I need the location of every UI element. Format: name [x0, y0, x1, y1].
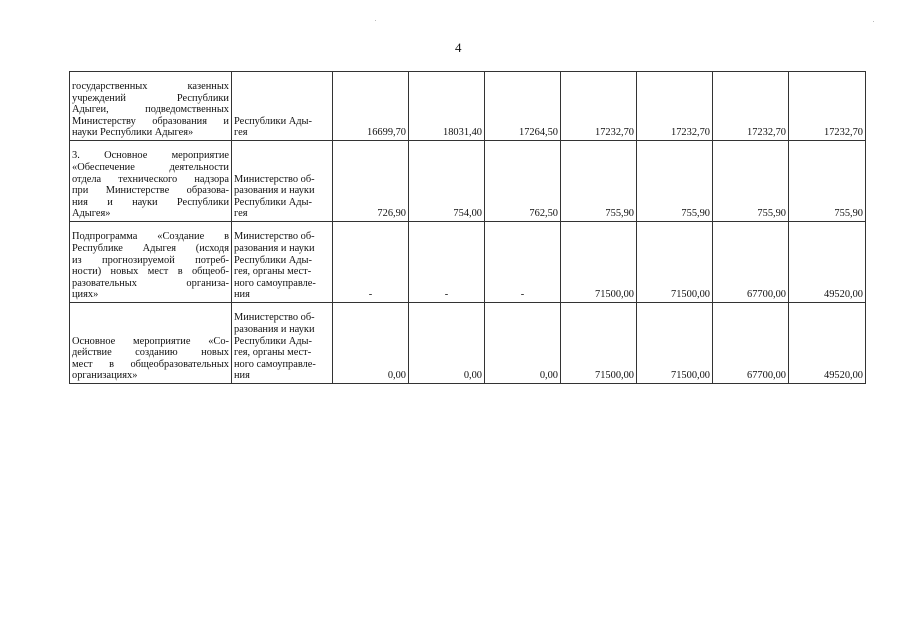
executor-line: разования и науки — [234, 185, 315, 197]
description-line: 3. Основное мероприятие — [72, 150, 229, 162]
value-cell: 71500,00 — [637, 222, 713, 303]
table-row — [70, 303, 866, 384]
executor-line: разования и науки — [234, 243, 315, 255]
value-cell: 71500,00 — [637, 303, 713, 384]
scan-speck — [375, 20, 376, 21]
executor-line: гея — [234, 208, 248, 220]
executor-line: Республики Ады- — [234, 254, 312, 266]
value-cell: - — [409, 222, 485, 303]
scan-speck — [873, 21, 874, 22]
executor-line: разования и науки — [234, 324, 315, 336]
value-cell: 755,90 — [789, 141, 866, 222]
description-line: ности) новых мест в общеоб- — [72, 266, 229, 278]
value-cell: 49520,00 — [789, 222, 866, 303]
value-cell: 762,50 — [485, 141, 561, 222]
table-row — [70, 222, 866, 303]
description-line: мест в общеобразовательных — [72, 358, 229, 370]
value-cell: 0,00 — [485, 303, 561, 384]
description-line: ния и науки Республики — [72, 196, 229, 208]
executor-line: ния — [234, 370, 250, 382]
value-cell: - — [333, 222, 409, 303]
value-cell: 754,00 — [409, 141, 485, 222]
description-line: организациях» — [72, 370, 138, 382]
description-line: Адыгеи, подведомственных — [72, 104, 229, 116]
executor-line: Министерство об- — [234, 231, 315, 243]
executor-line: гея, органы мест- — [234, 347, 312, 359]
value-cell: 67700,00 — [713, 222, 789, 303]
executor-line: Республики Ады- — [234, 115, 312, 127]
page-number: 4 — [455, 40, 462, 55]
row-description — [70, 303, 232, 384]
value-cell: 16699,70 — [333, 72, 409, 141]
description-line: Республике Адыгея (исходя — [72, 243, 229, 255]
value-cell: 0,00 — [409, 303, 485, 384]
executor-line: ния — [234, 289, 250, 301]
row-executor — [232, 303, 333, 384]
description-line: Подпрограмма «Создание в — [72, 231, 229, 243]
executor-line: ного самоуправле- — [234, 358, 316, 370]
executor-line: ного самоуправле- — [234, 277, 316, 289]
value-cell: 17232,70 — [637, 72, 713, 141]
value-cell: 755,90 — [637, 141, 713, 222]
executor-line: гея, органы мест- — [234, 266, 312, 278]
executor-line: гея — [234, 127, 248, 139]
table-body — [70, 72, 866, 384]
description-line: при Министерстве образова- — [72, 185, 229, 197]
value-cell: - — [485, 222, 561, 303]
value-cell: 71500,00 — [561, 222, 637, 303]
description-line: Основное мероприятие «Со- — [72, 335, 229, 347]
description-line: действие созданию новых — [72, 347, 229, 359]
executor-line: Министерство об- — [234, 312, 315, 324]
description-line: Министерству образования и — [72, 115, 229, 127]
row-executor — [232, 141, 333, 222]
budget-table — [69, 71, 866, 384]
row-executor — [232, 72, 333, 141]
description-line: учреждений Республики — [72, 92, 229, 104]
description-line: из прогнозируемой потреб- — [72, 254, 229, 266]
description-line: Адыгея» — [72, 208, 111, 220]
value-cell: 17232,70 — [561, 72, 637, 141]
executor-line: Республики Ады- — [234, 335, 312, 347]
value-cell: 17232,70 — [789, 72, 866, 141]
executor-line: Министерство об- — [234, 173, 315, 185]
row-executor — [232, 222, 333, 303]
value-cell: 755,90 — [561, 141, 637, 222]
value-cell: 726,90 — [333, 141, 409, 222]
description-line: государственных казенных — [72, 81, 229, 93]
value-cell: 49520,00 — [789, 303, 866, 384]
table-row — [70, 141, 866, 222]
description-line: «Обеспечение деятельности — [72, 162, 229, 174]
value-cell: 67700,00 — [713, 303, 789, 384]
description-line: разовательных организа- — [72, 277, 229, 289]
row-description — [70, 72, 232, 141]
value-cell: 71500,00 — [561, 303, 637, 384]
description-line: отдела технического надзора — [72, 173, 229, 185]
description-line: циях» — [72, 289, 99, 301]
value-cell: 0,00 — [333, 303, 409, 384]
value-cell: 755,90 — [713, 141, 789, 222]
value-cell: 17232,70 — [713, 72, 789, 141]
table-row — [70, 72, 866, 141]
value-cell: 17264,50 — [485, 72, 561, 141]
value-cell: 18031,40 — [409, 72, 485, 141]
row-description — [70, 222, 232, 303]
row-description — [70, 141, 232, 222]
executor-line: Республики Ады- — [234, 196, 312, 208]
description-line: науки Республики Адыгея» — [72, 127, 194, 139]
